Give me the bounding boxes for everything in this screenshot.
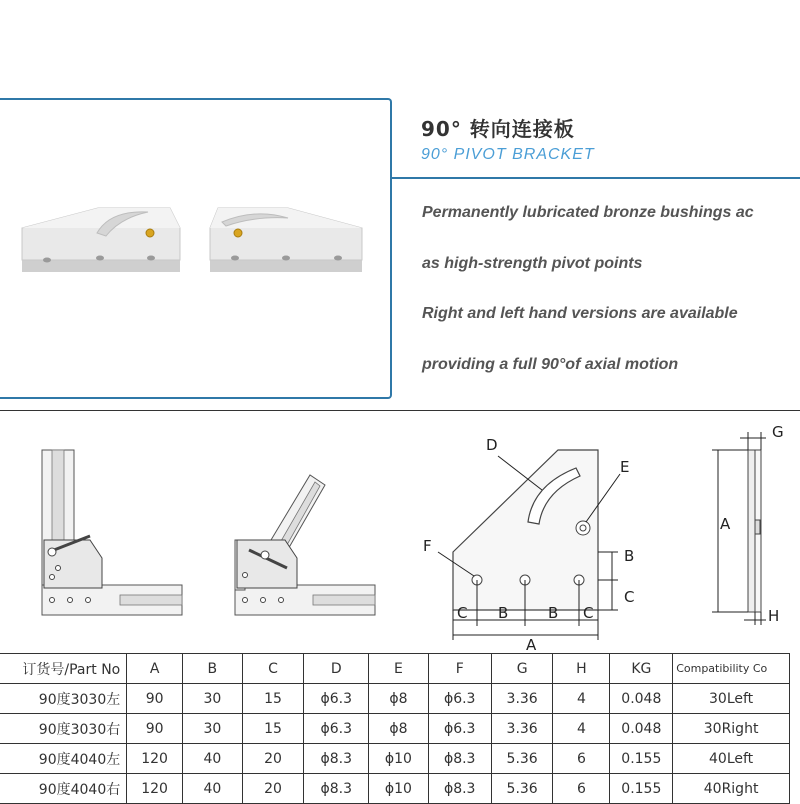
cell-e: ϕ10 xyxy=(369,774,428,804)
cell-part-no: 90度4040左 xyxy=(0,744,127,774)
cell-c: 15 xyxy=(242,714,304,744)
cell-e: ϕ8 xyxy=(369,684,428,714)
header-f: F xyxy=(428,654,491,684)
header-compatibility: Compatibility Co xyxy=(673,654,790,684)
cell-g: 3.36 xyxy=(491,684,553,714)
dim-label-b-vertical: B xyxy=(624,547,635,565)
cell-kg: 0.048 xyxy=(610,684,673,714)
header-g: G xyxy=(491,654,553,684)
left-bracket-photo xyxy=(22,208,180,272)
dim-label-c-vertical: C xyxy=(624,588,635,606)
cell-part-no: 90度3030右 xyxy=(0,714,127,744)
cell-h: 4 xyxy=(553,684,610,714)
cell-e: ϕ8 xyxy=(369,714,428,744)
header-a: A xyxy=(127,654,183,684)
cell-f: ϕ8.3 xyxy=(428,774,491,804)
table-row xyxy=(0,684,790,714)
table-row xyxy=(0,774,790,804)
feature-line-1: Permanently lubricated bronze bushings ac xyxy=(422,204,754,221)
cell-a: 90 xyxy=(127,684,183,714)
header-part-no: 订货号/Part No xyxy=(0,654,127,684)
header-e: E xyxy=(369,654,428,684)
feature-line-4: providing a full 90°of axial motion xyxy=(422,356,679,373)
dim-label-c-right: C xyxy=(583,604,594,622)
cell-kg: 0.155 xyxy=(610,744,673,774)
cell-h: 6 xyxy=(553,744,610,774)
cell-a: 90 xyxy=(127,714,183,744)
cell-d: ϕ6.3 xyxy=(304,714,369,744)
cell-d: ϕ6.3 xyxy=(304,684,369,714)
cell-a: 120 xyxy=(127,774,183,804)
cell-f: ϕ6.3 xyxy=(428,714,491,744)
cell-part-no: 90度3030左 xyxy=(0,684,127,714)
dim-label-g: G xyxy=(772,423,784,441)
cell-compatibility: 30Left xyxy=(673,684,790,714)
header-d: D xyxy=(304,654,369,684)
cell-kg: 0.155 xyxy=(610,774,673,804)
table-row xyxy=(0,714,790,744)
cell-h: 6 xyxy=(553,774,610,804)
cell-compatibility: 40Right xyxy=(673,774,790,804)
dim-label-h: H xyxy=(768,607,780,625)
assembly-diagram-angled xyxy=(225,440,385,620)
cell-g: 3.36 xyxy=(491,714,553,744)
cell-b: 30 xyxy=(182,714,242,744)
section-divider xyxy=(0,410,800,411)
header-b: B xyxy=(182,654,242,684)
cell-part-no: 90度4040右 xyxy=(0,774,127,804)
cell-f: ϕ6.3 xyxy=(428,684,491,714)
feature-line-3: Right and left hand versions are available xyxy=(422,305,738,322)
dim-label-e: E xyxy=(620,458,630,476)
product-photo xyxy=(0,100,388,393)
dimension-diagram-front xyxy=(418,430,678,650)
table-header-row xyxy=(0,654,790,684)
cell-d: ϕ8.3 xyxy=(304,774,369,804)
dim-label-c-left: C xyxy=(457,604,468,622)
header-c: C xyxy=(242,654,304,684)
title-divider xyxy=(390,177,800,179)
feature-line-2: as high-strength pivot points xyxy=(422,255,643,272)
cell-compatibility: 40Left xyxy=(673,744,790,774)
cell-g: 5.36 xyxy=(491,744,553,774)
cell-a: 120 xyxy=(127,744,183,774)
cell-c: 20 xyxy=(242,744,304,774)
dim-label-b-right: B xyxy=(548,604,559,622)
cell-b: 40 xyxy=(182,774,242,804)
header-h: H xyxy=(553,654,610,684)
cell-c: 20 xyxy=(242,774,304,804)
cell-e: ϕ10 xyxy=(369,744,428,774)
dim-label-b-left: B xyxy=(498,604,509,622)
page-title: 90° 转向连接板 xyxy=(421,117,575,141)
dim-label-a-side: A xyxy=(720,515,731,533)
cell-kg: 0.048 xyxy=(610,714,673,744)
cell-g: 5.36 xyxy=(491,774,553,804)
right-bracket-photo xyxy=(210,208,362,272)
cell-b: 30 xyxy=(182,684,242,714)
cell-f: ϕ8.3 xyxy=(428,744,491,774)
assembly-diagram-straight xyxy=(30,440,190,620)
cell-compatibility: 30Right xyxy=(673,714,790,744)
header-kg: KG xyxy=(610,654,673,684)
table-row xyxy=(0,744,790,774)
spec-table xyxy=(0,653,790,804)
dim-label-f: F xyxy=(423,537,432,555)
dim-label-d: D xyxy=(486,436,498,454)
page-subtitle: 90° PIVOT BRACKET xyxy=(421,146,595,163)
cell-c: 15 xyxy=(242,684,304,714)
cell-d: ϕ8.3 xyxy=(304,744,369,774)
dimension-diagram-side xyxy=(700,420,800,635)
dim-label-a-bottom: A xyxy=(526,636,537,650)
cell-b: 40 xyxy=(182,744,242,774)
cell-h: 4 xyxy=(553,714,610,744)
